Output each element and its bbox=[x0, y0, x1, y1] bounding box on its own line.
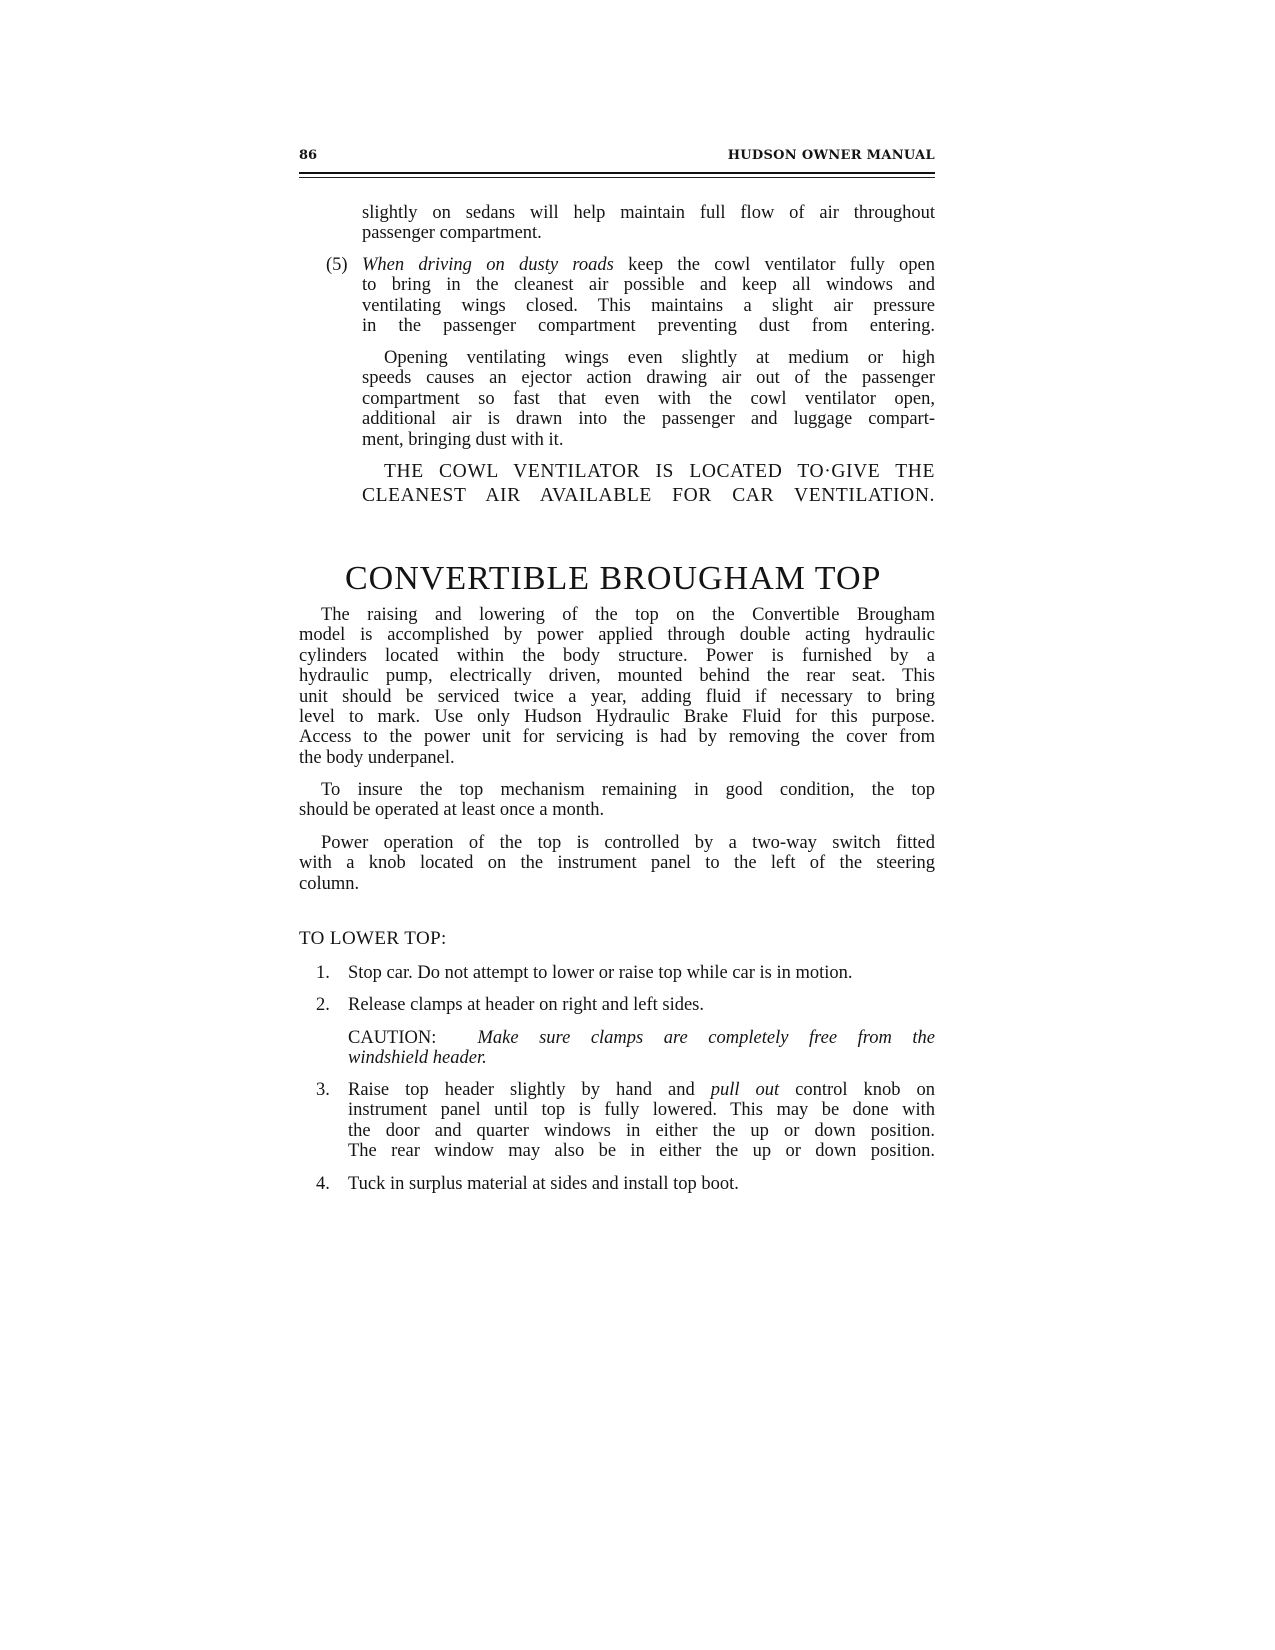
page-number: 86 bbox=[299, 148, 318, 163]
lower-top-step-3: 3. Raise top header slightly by hand and pull out control knob on instrument panel until top is fully lowered. This may be done with the door and quarter windows in either the up or down position. The rear window may also be in either the up or down position. bbox=[316, 1080, 935, 1162]
caution-label: CAUTION: bbox=[348, 1028, 437, 1048]
running-title: HUDSON OWNER MANUAL bbox=[727, 148, 935, 163]
lower-top-step-4: 4. Tuck in surplus material at sides and install top boot. bbox=[316, 1174, 739, 1194]
lower-top-step-2: 2. Release clamps at header on right and left sides. bbox=[316, 995, 704, 1015]
caution-note: CAUTION: Make sure clamps are completely free from the windshield header. bbox=[348, 1028, 935, 1069]
lower-top-step-1: 1. Stop car. Do not attempt to lower or raise top while car is in motion. bbox=[316, 963, 853, 983]
header-rule-thin bbox=[299, 177, 935, 178]
running-header bbox=[299, 148, 935, 168]
step-number: 4. bbox=[316, 1174, 330, 1194]
lower-top-heading: TO LOWER TOP: bbox=[299, 928, 447, 949]
italic-lead: When driving on dusty roads bbox=[362, 255, 614, 275]
step-number: 3. bbox=[316, 1080, 330, 1100]
ventilation-item-5: (5) When driving on dusty roads keep the cowl ventilator fully open to bring in the cleanest air possible and keep all windows and ventilating wings closed. This maintains a slight air pressure in the passenger compartment preventing dust from entering. bbox=[326, 255, 936, 337]
step-number: 1. bbox=[316, 963, 330, 983]
item-number: (5) bbox=[326, 255, 348, 275]
brougham-top-paragraph-1: The raising and lowering of the top on the Convertible Brougham model is accomplished by power applied through double acting hydraulic cylinders located within the body structure. Power is furnished by a hydraulic pump, electrically driven, mounted behind the rear seat. This unit should be serviced twice a year, adding fluid if necessary to bring level to mark. Use only Hudson Hydraulic Brake Fluid for this purpose. Access to the power unit for servicing is had by removing the cover from the body underpanel. bbox=[299, 605, 935, 768]
brougham-top-paragraph-3: Power operation of the top is controlled by a two-way switch fitted with a knob located on the instrument panel to the left of the steering column. bbox=[299, 833, 935, 894]
brougham-top-paragraph-2: To insure the top mechanism remaining in good condition, the top should be operated at least once a month. bbox=[299, 780, 935, 821]
continuation-paragraph: slightly on sedans will help maintain full flow of air throughout passenger compartment. bbox=[362, 203, 935, 244]
header-rule-thick bbox=[299, 172, 935, 174]
step-number: 2. bbox=[316, 995, 330, 1015]
cowl-ventilator-notice: THE COWL VENTILATOR IS LOCATED TO·GIVE THE CLEANEST AIR AVAILABLE FOR CAR VENTILATION. bbox=[362, 461, 935, 506]
section-title: CONVERTIBLE BROUGHAM TOP bbox=[345, 560, 882, 597]
ventilating-wings-paragraph: Opening ventilating wings even slightly at medium or high speeds causes an ejector action drawing air out of the passenger compartment so fast that even with the cowl ventilator open, additional air is drawn into the passenger and luggage compart- ment, bringing dust with it. bbox=[362, 348, 935, 450]
